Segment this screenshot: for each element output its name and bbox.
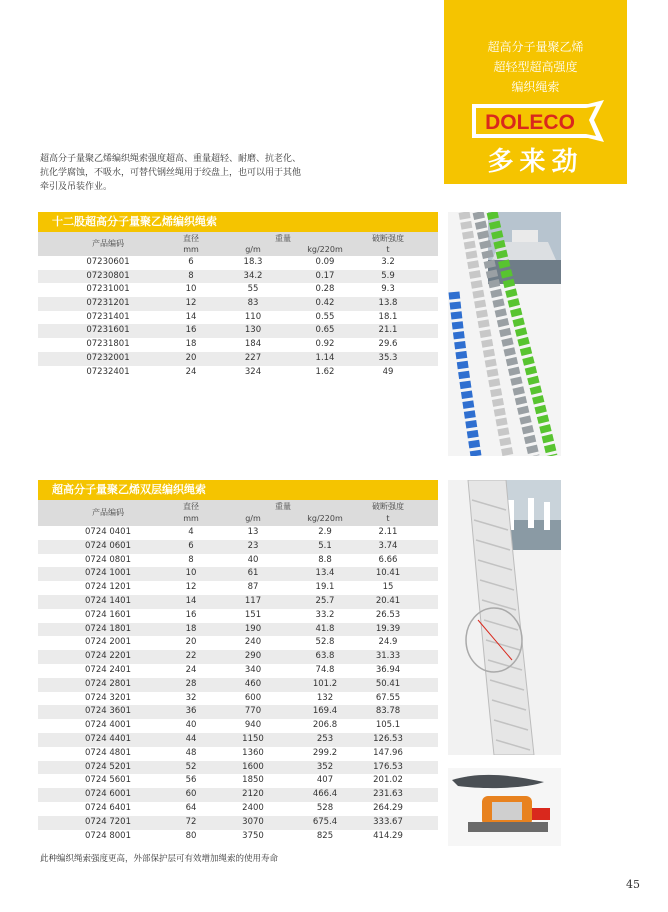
cell-weight-kg: 675.4 bbox=[312, 816, 338, 827]
cell-weight-gm: 40 bbox=[247, 554, 259, 565]
cell-code: 0724 0601 bbox=[85, 540, 131, 551]
header-strength-unit: t bbox=[386, 245, 390, 254]
table-row bbox=[38, 816, 438, 830]
cell-weight-gm: 151 bbox=[244, 609, 262, 620]
cell-code: 07232001 bbox=[86, 352, 130, 363]
cell-code: 07231601 bbox=[86, 325, 130, 336]
cell-strength: 201.02 bbox=[373, 775, 403, 786]
cell-strength: 29.6 bbox=[378, 339, 398, 350]
doleco-logo bbox=[468, 100, 608, 142]
header-code: 产品编码 bbox=[92, 508, 124, 517]
cell-weight-kg: 466.4 bbox=[312, 789, 338, 800]
cell-weight-gm: 460 bbox=[244, 678, 262, 689]
cell-weight-kg: 41.8 bbox=[315, 623, 335, 634]
cell-code: 0724 6001 bbox=[85, 789, 131, 800]
cell-weight-kg: 0.17 bbox=[315, 270, 335, 281]
cell-weight-gm: 55 bbox=[247, 284, 259, 295]
cell-diameter: 28 bbox=[185, 678, 197, 689]
table-row bbox=[38, 664, 438, 678]
cell-strength: 24.9 bbox=[378, 637, 398, 648]
cell-weight-kg: 253 bbox=[316, 733, 334, 744]
brand-line-2: 超轻型超高强度 bbox=[493, 60, 578, 74]
table-row bbox=[38, 623, 438, 637]
cell-code: 0724 2401 bbox=[85, 664, 131, 675]
cell-weight-kg: 33.2 bbox=[315, 609, 335, 620]
brand-line-1: 超高分子量聚乙烯 bbox=[487, 40, 584, 54]
cell-strength: 126.53 bbox=[373, 733, 403, 744]
table-row bbox=[38, 567, 438, 581]
table-row bbox=[38, 692, 438, 706]
cell-strength: 20.41 bbox=[375, 595, 401, 606]
cell-diameter: 6 bbox=[188, 540, 194, 551]
cell-diameter: 14 bbox=[185, 311, 197, 322]
cell-code: 0724 7201 bbox=[85, 816, 131, 827]
cell-diameter: 48 bbox=[185, 747, 197, 758]
cell-code: 07232401 bbox=[86, 366, 130, 377]
cell-weight-kg: 528 bbox=[316, 802, 334, 813]
table-title: 十二股超高分子量聚乙烯编织绳索 bbox=[38, 212, 438, 232]
cell-weight-gm: 13 bbox=[247, 527, 259, 537]
cell-weight-kg: 1.14 bbox=[315, 352, 335, 363]
table-row bbox=[38, 526, 438, 540]
cell-strength: 15 bbox=[382, 582, 394, 593]
cell-diameter: 18 bbox=[185, 339, 197, 350]
cell-diameter: 18 bbox=[185, 623, 197, 634]
cell-diameter: 20 bbox=[185, 352, 197, 363]
cell-weight-kg: 74.8 bbox=[315, 664, 335, 675]
cell-code: 0724 5601 bbox=[85, 775, 131, 786]
cell-diameter: 52 bbox=[185, 761, 197, 772]
cell-diameter: 36 bbox=[185, 706, 197, 717]
table-row bbox=[38, 678, 438, 692]
intro-paragraph: 超高分子量聚乙烯编织绳索强度超高、重量超轻、耐磨、抗老化、抗化学腐蚀，不吸水，可替代钢丝绳用于绞盘上，也可以用于其他牵引及吊装作业。 bbox=[40, 154, 302, 192]
table-row bbox=[38, 554, 438, 568]
header-weight-kg: kg/220m bbox=[307, 514, 343, 523]
header-strength: 破断强度 bbox=[372, 502, 404, 511]
table-row bbox=[38, 719, 438, 733]
cell-weight-kg: 101.2 bbox=[312, 678, 338, 689]
table-row bbox=[38, 270, 438, 284]
cell-weight-gm: 61 bbox=[247, 568, 259, 579]
cell-strength: 18.1 bbox=[378, 311, 398, 322]
cell-diameter: 72 bbox=[185, 816, 197, 827]
cell-diameter: 24 bbox=[185, 366, 197, 377]
cell-code: 07230601 bbox=[86, 257, 130, 267]
table-row bbox=[38, 733, 438, 747]
cell-weight-kg: 132 bbox=[316, 692, 334, 703]
cell-diameter: 32 bbox=[185, 692, 197, 703]
cell-strength: 3.74 bbox=[378, 540, 398, 551]
cell-strength: 19.39 bbox=[375, 623, 401, 634]
cell-weight-kg: 0.92 bbox=[315, 339, 335, 350]
cell-strength: 83.78 bbox=[375, 706, 401, 717]
table-row bbox=[38, 338, 438, 352]
cell-weight-kg: 63.8 bbox=[315, 651, 335, 662]
cell-diameter: 56 bbox=[185, 775, 197, 786]
table-row bbox=[38, 283, 438, 297]
header-diameter: 直径 bbox=[183, 234, 199, 243]
cell-diameter: 8 bbox=[188, 554, 194, 565]
cell-diameter: 40 bbox=[185, 720, 197, 731]
cell-strength: 333.67 bbox=[373, 816, 403, 827]
cell-weight-kg: 169.4 bbox=[312, 706, 338, 717]
cell-code: 0724 0401 bbox=[85, 527, 131, 537]
cell-strength: 50.41 bbox=[375, 678, 401, 689]
cell-weight-kg: 2.9 bbox=[318, 527, 332, 537]
cell-diameter: 22 bbox=[185, 651, 197, 662]
brand-chinese-name: 多来劲 bbox=[487, 147, 584, 177]
table-row bbox=[38, 747, 438, 761]
cell-weight-gm: 240 bbox=[244, 637, 262, 648]
cell-code: 0724 1001 bbox=[85, 568, 131, 579]
cell-weight-gm: 1850 bbox=[242, 775, 264, 786]
logo-text: DOLECO bbox=[485, 111, 575, 134]
cell-weight-gm: 324 bbox=[244, 366, 262, 377]
cell-weight-gm: 2120 bbox=[242, 789, 264, 800]
cell-weight-kg: 8.8 bbox=[318, 554, 332, 565]
cell-weight-gm: 83 bbox=[247, 298, 259, 309]
cell-code: 0724 2801 bbox=[85, 678, 131, 689]
table-row bbox=[38, 595, 438, 609]
cell-strength: 21.1 bbox=[378, 325, 398, 336]
header-code: 产品编码 bbox=[92, 239, 124, 248]
table-row bbox=[38, 650, 438, 664]
cell-weight-kg: 299.2 bbox=[312, 747, 338, 758]
cell-code: 0724 8001 bbox=[85, 830, 131, 841]
footnote: 此种编织绳索强度更高，外部保护层可有效增加绳索的使用寿命 bbox=[40, 854, 279, 864]
cell-strength: 9.3 bbox=[381, 284, 395, 295]
header-diameter-unit: mm bbox=[183, 514, 199, 523]
cell-strength: 35.3 bbox=[378, 352, 398, 363]
rope-photo-12-strand bbox=[448, 212, 561, 456]
cell-strength: 264.29 bbox=[373, 802, 403, 813]
cell-weight-gm: 110 bbox=[244, 311, 262, 322]
cell-weight-gm: 87 bbox=[247, 582, 259, 593]
cell-weight-gm: 1150 bbox=[242, 733, 264, 744]
table-row bbox=[38, 366, 438, 380]
header-weight: 重量 bbox=[275, 234, 291, 243]
cell-diameter: 14 bbox=[185, 595, 197, 606]
page-number: 45 bbox=[626, 878, 640, 891]
cell-strength: 36.94 bbox=[375, 664, 401, 675]
table-header bbox=[38, 232, 438, 256]
table-row bbox=[38, 581, 438, 595]
cell-weight-kg: 0.42 bbox=[315, 298, 335, 309]
header-strength: 破断强度 bbox=[372, 234, 404, 243]
cell-diameter: 80 bbox=[185, 830, 197, 841]
cell-weight-gm: 290 bbox=[244, 651, 262, 662]
cell-code: 0724 5201 bbox=[85, 761, 131, 772]
header-weight-gm: g/m bbox=[245, 514, 261, 523]
cell-weight-kg: 352 bbox=[316, 761, 334, 772]
cell-code: 07231801 bbox=[86, 339, 130, 350]
cell-weight-kg: 0.09 bbox=[315, 257, 335, 267]
cell-strength: 414.29 bbox=[373, 830, 403, 841]
table-row bbox=[38, 324, 438, 338]
cell-code: 07231001 bbox=[86, 284, 130, 295]
header-diameter-unit: mm bbox=[183, 245, 199, 254]
cell-code: 0724 4001 bbox=[85, 720, 131, 731]
table-row bbox=[38, 705, 438, 719]
table-row bbox=[38, 802, 438, 816]
cell-diameter: 12 bbox=[185, 298, 197, 309]
cell-diameter: 8 bbox=[188, 270, 194, 281]
cell-strength: 26.53 bbox=[375, 609, 401, 620]
cell-code: 0724 1601 bbox=[85, 609, 131, 620]
cell-weight-kg: 52.8 bbox=[315, 637, 335, 648]
cell-strength: 147.96 bbox=[373, 747, 403, 758]
table-row bbox=[38, 761, 438, 775]
cell-weight-gm: 940 bbox=[244, 720, 262, 731]
cell-strength: 31.33 bbox=[375, 651, 401, 662]
cell-weight-kg: 206.8 bbox=[312, 720, 338, 731]
brand-line-3: 编织绳索 bbox=[511, 80, 560, 94]
cell-strength: 176.53 bbox=[373, 761, 403, 772]
cell-weight-gm: 3750 bbox=[242, 830, 264, 841]
cell-weight-gm: 600 bbox=[244, 692, 262, 703]
cell-strength: 105.1 bbox=[375, 720, 401, 731]
cell-strength: 3.2 bbox=[381, 257, 395, 267]
table-row bbox=[38, 297, 438, 311]
cell-code: 0724 1801 bbox=[85, 623, 131, 634]
cell-weight-kg: 25.7 bbox=[315, 595, 335, 606]
cell-diameter: 6 bbox=[188, 257, 194, 267]
cell-strength: 231.63 bbox=[373, 789, 403, 800]
cell-code: 0724 1201 bbox=[85, 582, 131, 593]
table-double-braid bbox=[38, 480, 438, 843]
cell-diameter: 16 bbox=[185, 325, 197, 336]
table-row bbox=[38, 774, 438, 788]
cell-strength: 10.41 bbox=[375, 568, 401, 579]
cell-weight-gm: 1360 bbox=[242, 747, 264, 758]
brand-block bbox=[444, 0, 627, 184]
cell-strength: 2.11 bbox=[378, 527, 398, 537]
cell-code: 0724 3601 bbox=[85, 706, 131, 717]
cell-diameter: 20 bbox=[185, 637, 197, 648]
cell-weight-kg: 0.55 bbox=[315, 311, 335, 322]
cell-code: 0724 4801 bbox=[85, 747, 131, 758]
cell-weight-gm: 184 bbox=[244, 339, 262, 350]
cell-diameter: 16 bbox=[185, 609, 197, 620]
cell-strength: 67.55 bbox=[375, 692, 401, 703]
cell-weight-kg: 825 bbox=[316, 830, 334, 841]
cell-weight-gm: 2400 bbox=[242, 802, 264, 813]
cell-diameter: 64 bbox=[185, 802, 197, 813]
cell-weight-gm: 1600 bbox=[242, 761, 264, 772]
table-body bbox=[38, 526, 438, 843]
cell-weight-gm: 190 bbox=[244, 623, 262, 634]
cell-weight-kg: 0.28 bbox=[315, 284, 335, 295]
table-header bbox=[38, 500, 438, 526]
header-weight-gm: g/m bbox=[245, 245, 261, 254]
cell-diameter: 10 bbox=[185, 568, 197, 579]
table-row bbox=[38, 636, 438, 650]
cell-diameter: 4 bbox=[188, 527, 194, 537]
header-strength-unit: t bbox=[386, 514, 390, 523]
cell-weight-kg: 0.65 bbox=[315, 325, 335, 336]
cell-weight-gm: 34.2 bbox=[243, 270, 263, 281]
cell-code: 0724 0801 bbox=[85, 554, 131, 565]
table-12-strand bbox=[38, 212, 438, 379]
cell-weight-kg: 13.4 bbox=[315, 568, 335, 579]
cell-diameter: 10 bbox=[185, 284, 197, 295]
cell-weight-gm: 3070 bbox=[242, 816, 264, 827]
table-row bbox=[38, 256, 438, 270]
cell-diameter: 60 bbox=[185, 789, 197, 800]
cell-code: 0724 2001 bbox=[85, 637, 131, 648]
table-row bbox=[38, 830, 438, 844]
table-row bbox=[38, 352, 438, 366]
cell-code: 0724 1401 bbox=[85, 595, 131, 606]
cell-code: 0724 4401 bbox=[85, 733, 131, 744]
cell-weight-gm: 18.3 bbox=[243, 257, 263, 267]
cell-weight-gm: 23 bbox=[247, 540, 259, 551]
cell-weight-kg: 19.1 bbox=[315, 582, 335, 593]
cell-weight-kg: 1.62 bbox=[315, 366, 335, 377]
table-row bbox=[38, 788, 438, 802]
cell-diameter: 44 bbox=[185, 733, 197, 744]
cell-weight-kg: 407 bbox=[316, 775, 334, 786]
cell-code: 07230801 bbox=[86, 270, 130, 281]
cell-weight-kg: 5.1 bbox=[318, 540, 332, 551]
cell-code: 0724 2201 bbox=[85, 651, 131, 662]
cell-strength: 49 bbox=[382, 366, 394, 377]
table-row bbox=[38, 311, 438, 325]
cell-code: 07231401 bbox=[86, 311, 130, 322]
cell-weight-gm: 340 bbox=[244, 664, 262, 675]
cell-weight-gm: 770 bbox=[244, 706, 262, 717]
header-weight-kg: kg/220m bbox=[307, 245, 343, 254]
cell-code: 07231201 bbox=[86, 298, 130, 309]
cell-diameter: 12 bbox=[185, 582, 197, 593]
cell-weight-gm: 227 bbox=[244, 352, 262, 363]
cell-code: 0724 6401 bbox=[85, 802, 131, 813]
winch-photo bbox=[448, 768, 561, 846]
cell-strength: 13.8 bbox=[378, 298, 398, 309]
header-weight: 重量 bbox=[275, 502, 291, 511]
header-diameter: 直径 bbox=[183, 502, 199, 511]
cell-weight-gm: 117 bbox=[244, 595, 262, 606]
cell-diameter: 24 bbox=[185, 664, 197, 675]
cell-strength: 5.9 bbox=[381, 270, 395, 281]
table-row bbox=[38, 609, 438, 623]
cell-code: 0724 3201 bbox=[85, 692, 131, 703]
table-title: 超高分子量聚乙烯双层编织绳索 bbox=[38, 480, 438, 500]
rope-photo-double-braid bbox=[448, 480, 561, 755]
table-body bbox=[38, 256, 438, 379]
table-row bbox=[38, 540, 438, 554]
cell-weight-gm: 130 bbox=[244, 325, 262, 336]
cell-strength: 6.66 bbox=[378, 554, 398, 565]
